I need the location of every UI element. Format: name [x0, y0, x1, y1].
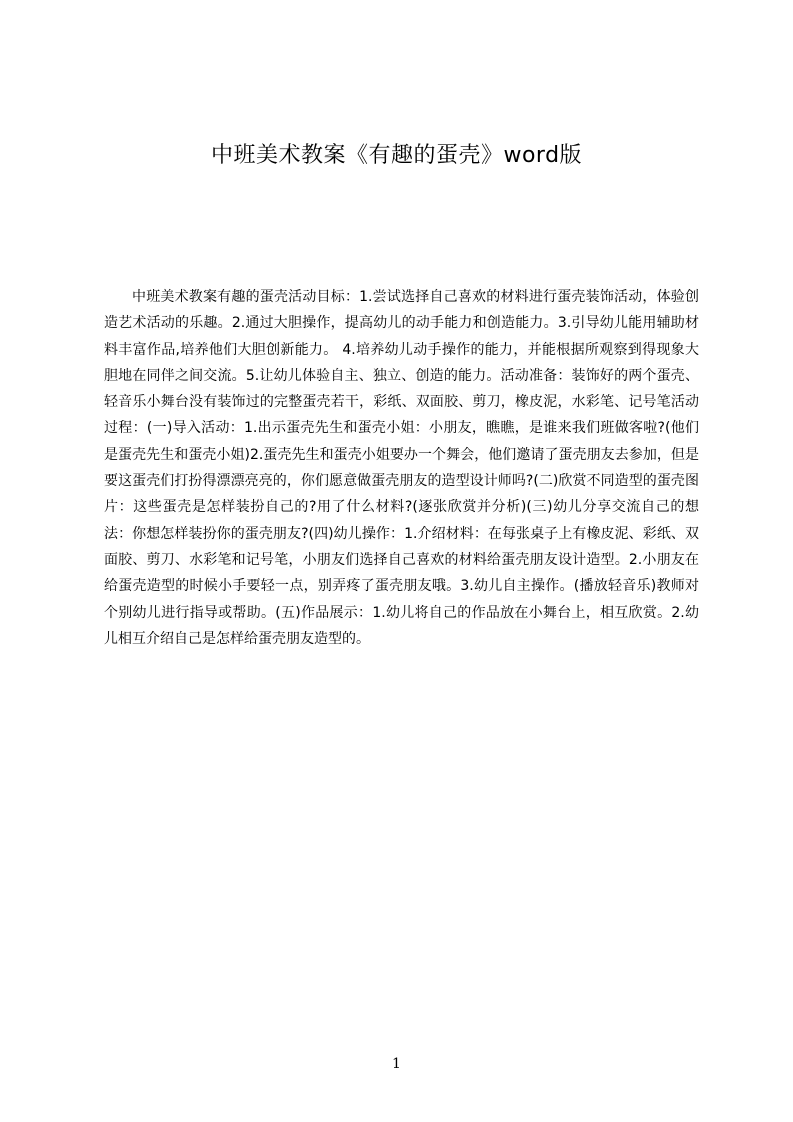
page-number: 1 [392, 1056, 401, 1072]
body-paragraph: 中班美术教案有趣的蛋壳活动目标：1.尝试选择自己喜欢的材料进行蛋壳装饰活动，体验创造艺术活动的乐趣。2.通过大胆操作，提高幼儿的动手能力和创造能力。3.引导幼儿能用辅助材料丰富作品,培养他们大胆创新能力。 4.培养幼儿动手操作的能力，并能根据所观察到得现象大胆地在同伴之间交流。5.让幼儿体验自主、独立、创造的能力。活动准备：装饰好的两个蛋壳、轻音乐小舞台没有装饰过的完整蛋壳若干，彩纸、双面胶、剪刀，橡皮泥，水彩笔、记号笔活动过程：(一)导入活动：1.出示蛋壳先生和蛋壳小姐：小朋友，瞧瞧，是谁来我们班做客啦?(他们是蛋壳先生和蛋壳小姐)2.蛋壳先生和蛋壳小姐要办一个舞会，他们邀请了蛋壳朋友去参加，但是要这蛋壳们打扮得漂漂亮亮的，你们愿意做蛋壳朋友的造型设计师吗?(二)欣赏不同造型的蛋壳图片：这些蛋壳是怎样装扮自己的?用了什么材料?(逐张欣赏并分析)(三)幼儿分享交流自己的想法：你想怎样装扮你的蛋壳朋友?(四)幼儿操作：1.介绍材料：在每张桌子上有橡皮泥、彩纸、双面胶、剪刀、水彩笔和记号笔，小朋友们选择自己喜欢的材料给蛋壳朋友设计造型。2.小朋友在给蛋壳造型的时候小手要轻一点，别弄疼了蛋壳朋友哦。3.幼儿自主操作。(播放轻音乐)教师对个别幼儿进行指导或帮助。(五)作品展示：1.幼儿将自己的作品放在小舞台上，相互欣赏。2.幼儿相互介绍自己是怎样给蛋壳朋友造型的。 [104, 289, 699, 647]
document-title: 中班美术教案《有趣的蛋壳》word版 [210, 143, 583, 168]
